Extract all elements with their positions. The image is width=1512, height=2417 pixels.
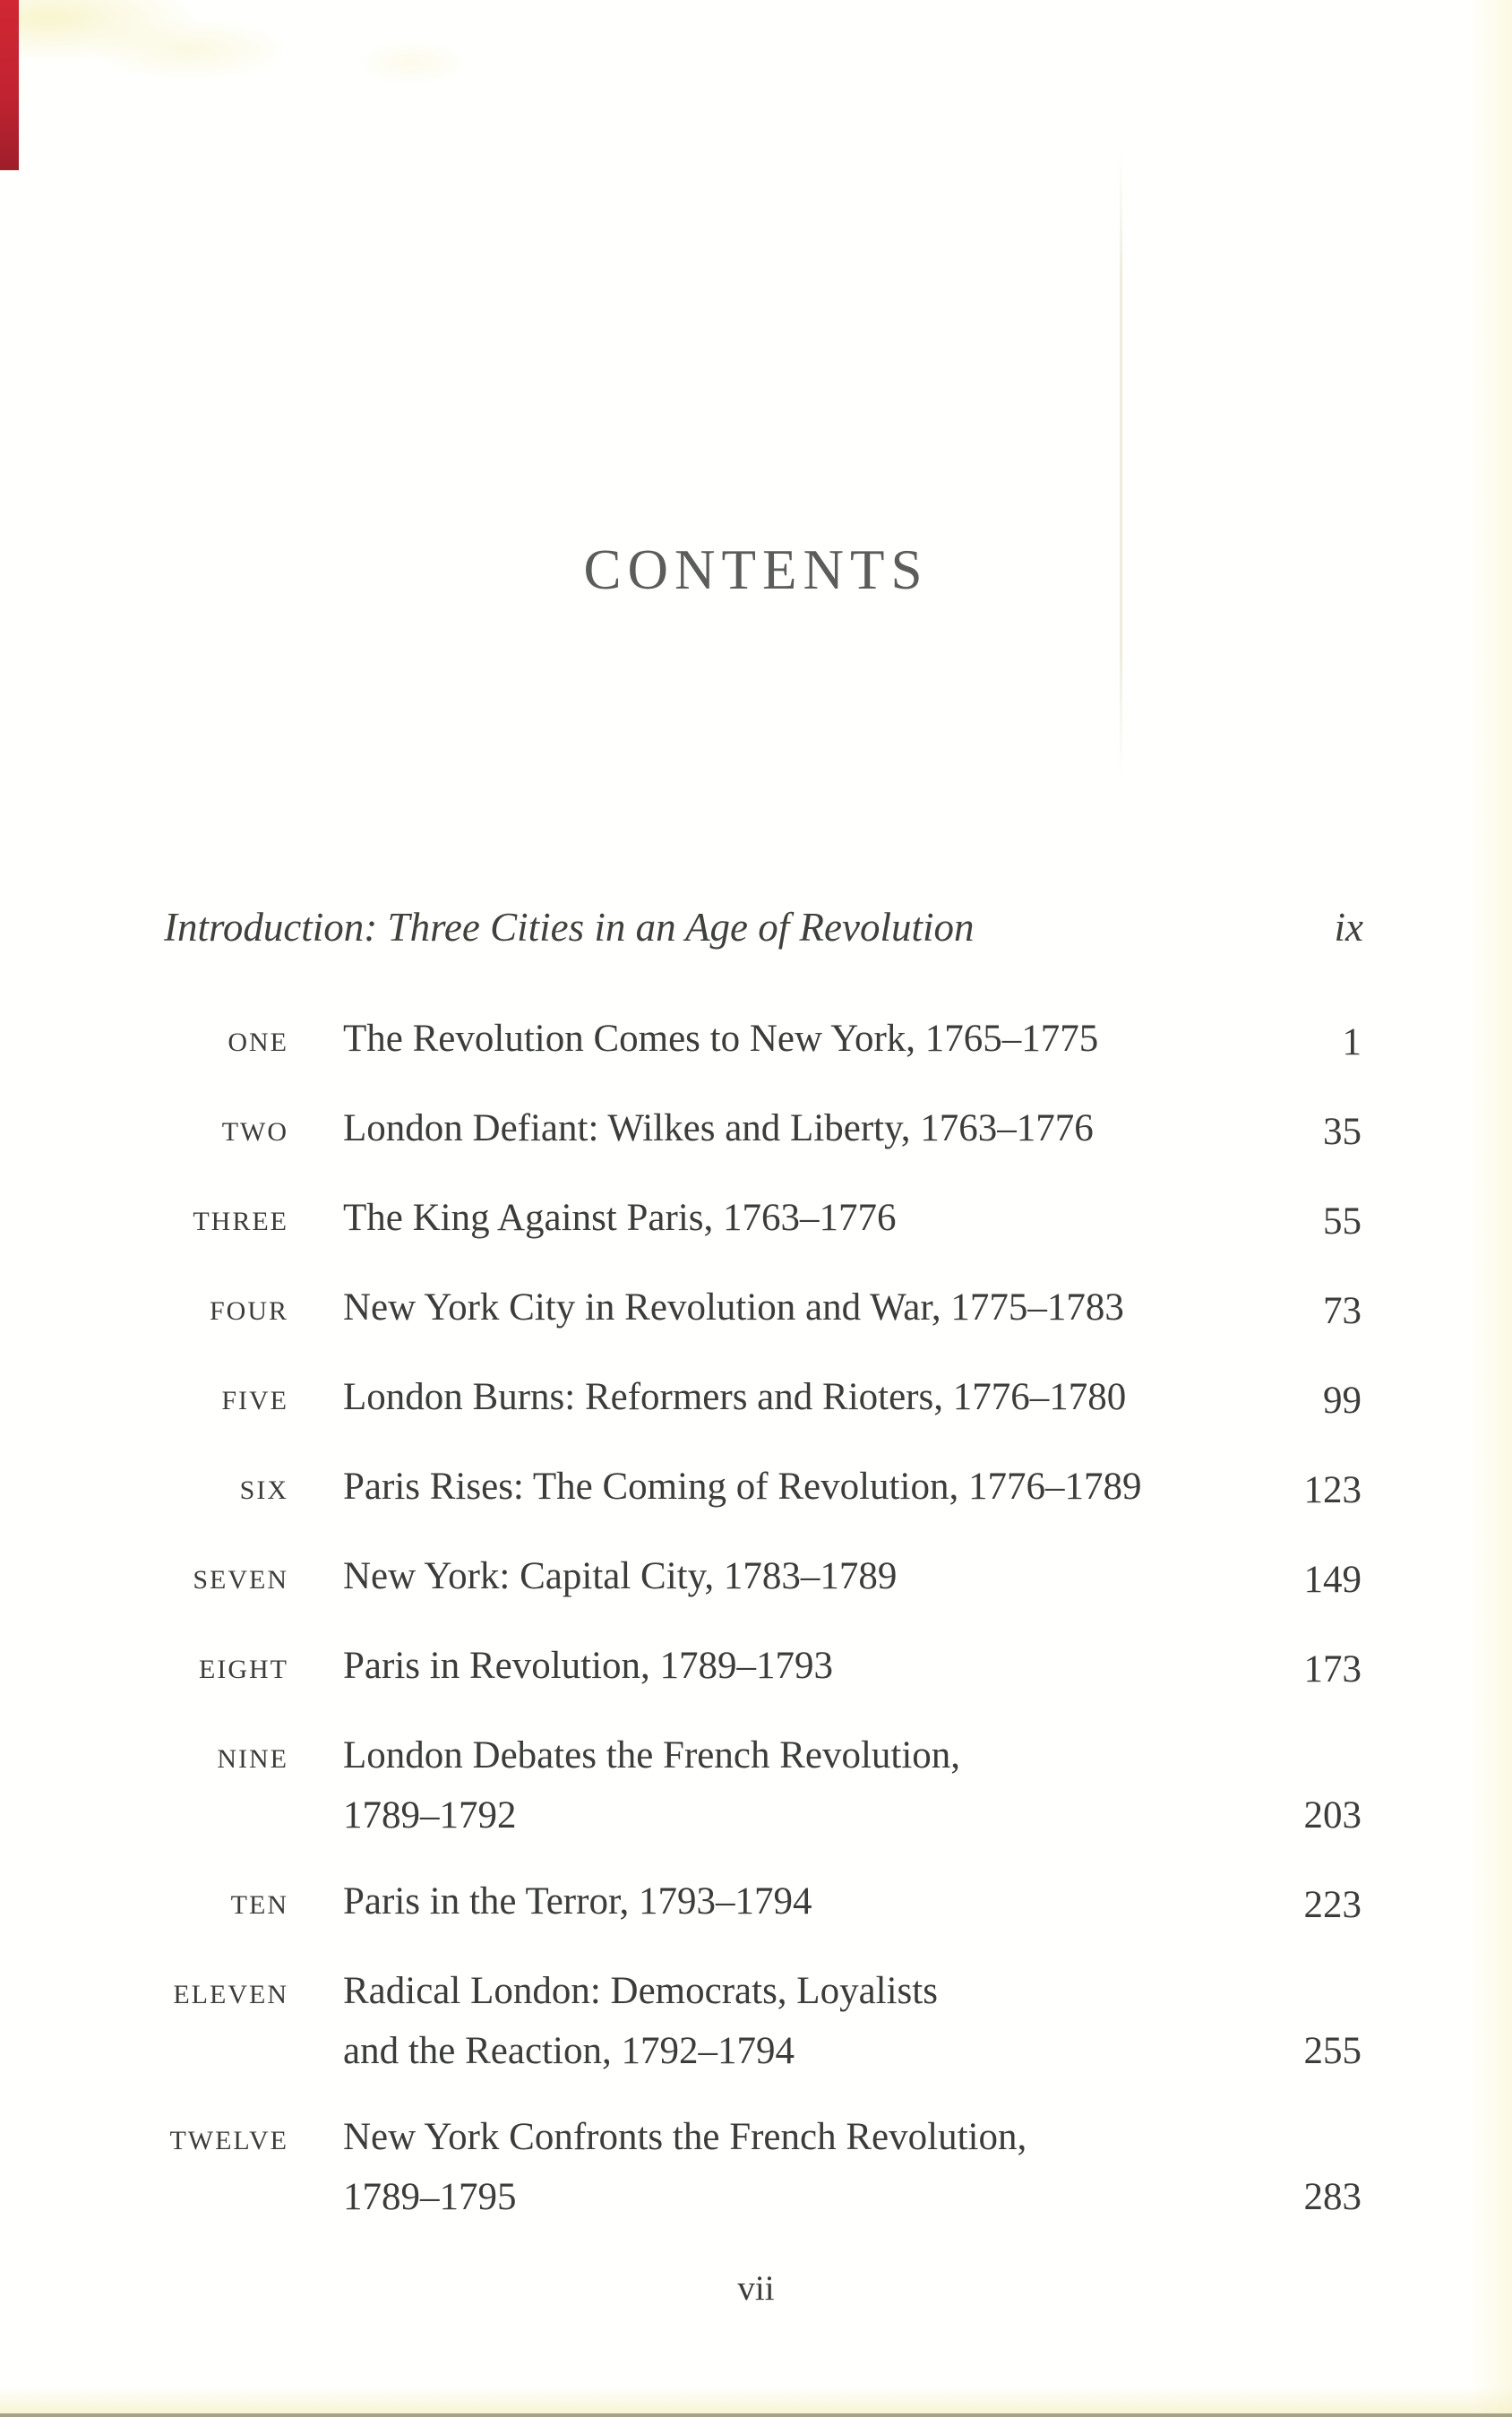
chapter-entry: [125, 1557, 1362, 1600]
chapter-number-label: SIX: [239, 1475, 288, 1505]
chapter-entry: [125, 1019, 1362, 1062]
chapter-title: New York Confronts the French Revolution, 1789–1795: [343, 2116, 1027, 2218]
chapter-number-label: TWO: [221, 1117, 288, 1147]
chapter-number-label: TWELVE: [169, 2126, 288, 2155]
chapter-entry: [125, 1378, 1362, 1421]
chapter-number-label: EIGHT: [199, 1655, 288, 1684]
chapter-list: [125, 1019, 1362, 2264]
chapter-title: New York: Capital City, 1783–1789: [343, 1555, 898, 1597]
page-crease-line: [1120, 152, 1122, 779]
chapter-number-label: NINE: [217, 1744, 288, 1774]
chapter-page-number: 73: [1323, 1290, 1362, 1332]
chapter-page-number: 149: [1303, 1559, 1362, 1601]
chapter-page-number: 173: [1303, 1648, 1362, 1690]
chapter-entry: [125, 1288, 1362, 1331]
introduction-entry: [164, 907, 1363, 948]
chapter-entry: [125, 1882, 1362, 1925]
chapter-title: Paris in Revolution, 1789–1793: [343, 1645, 834, 1687]
chapter-title: Radical London: Democrats, Loyalists and the Reaction, 1792–1794: [343, 1970, 938, 2072]
chapter-page-number: 99: [1323, 1380, 1362, 1422]
chapter-page-number: 123: [1303, 1469, 1362, 1511]
chapter-page-number: 223: [1303, 1884, 1362, 1926]
chapter-title: Paris Rises: The Coming of Revolution, 1776–1789: [343, 1466, 1142, 1508]
chapter-entry: [125, 1647, 1362, 1690]
chapter-entry: [125, 1736, 1362, 1836]
chapter-title: London Debates the French Revolution, 1789–1792: [343, 1734, 961, 1836]
chapter-number-label: SEVEN: [193, 1565, 288, 1595]
paper-edge-bottom: [0, 2387, 1512, 2417]
chapter-number-label: FOUR: [209, 1296, 288, 1326]
chapter-entry: [125, 1972, 1362, 2071]
chapter-entry: [125, 2118, 1362, 2217]
chapter-entry: [125, 1199, 1362, 1242]
chapter-page-number: 35: [1323, 1111, 1362, 1153]
introduction-title: Introduction: Three Cities in an Age of Revolution: [164, 905, 975, 950]
book-cover-edge-strip: [0, 0, 19, 170]
chapter-page-number: 1: [1342, 1021, 1362, 1063]
chapter-title: Paris in the Terror, 1793–1794: [343, 1880, 812, 1922]
chapter-number-label: FIVE: [221, 1386, 288, 1415]
chapter-title: The King Against Paris, 1763–1776: [343, 1197, 897, 1239]
introduction-page-number: ix: [1334, 905, 1363, 950]
chapter-number-label: THREE: [193, 1207, 288, 1236]
chapter-page-number: 283: [1303, 2176, 1362, 2218]
chapter-number-label: ELEVEN: [173, 1980, 288, 2009]
chapter-number-label: TEN: [230, 1890, 288, 1920]
chapter-page-number: 255: [1303, 2030, 1362, 2072]
chapter-entry: [125, 1109, 1362, 1152]
chapter-page-number: 55: [1323, 1200, 1362, 1243]
chapter-number-label: ONE: [228, 1028, 288, 1057]
paper-edge-right: [1471, 0, 1512, 2417]
contents-heading: CONTENTS: [583, 538, 929, 601]
chapter-entry: [125, 1467, 1362, 1510]
chapter-title: London Defiant: Wilkes and Liberty, 1763–1776: [343, 1107, 1094, 1149]
paper-stain-top-left: [0, 0, 573, 134]
chapter-title: London Burns: Reformers and Rioters, 1776–1780: [343, 1376, 1127, 1418]
chapter-page-number: 203: [1303, 1794, 1362, 1836]
scan-bottom-edge: [0, 2413, 1512, 2417]
chapter-title: New York City in Revolution and War, 1775–1783: [343, 1286, 1124, 1329]
chapter-title: The Revolution Comes to New York, 1765–1775: [343, 1018, 1099, 1060]
page-folio: vii: [737, 2269, 775, 2308]
